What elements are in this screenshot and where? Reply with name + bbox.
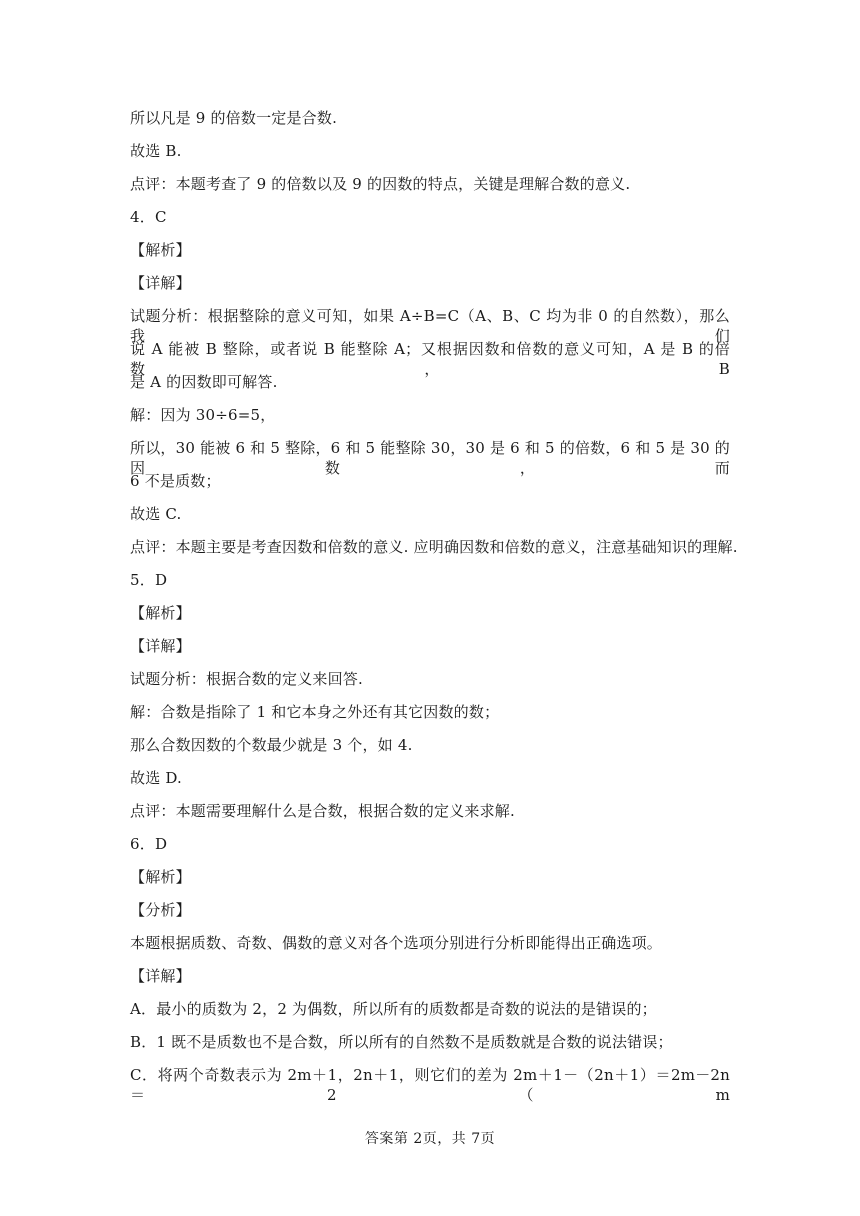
section-heading: 【解析】 (130, 604, 191, 622)
text-line: 所以，30 能被 6 和 5 整除，6 和 5 能整除 30，30 是 6 和 5 的倍数，6 和 5 是 30 的因数，而 (130, 439, 730, 477)
text-line: 故选 B. (130, 142, 182, 160)
text-line: B．1 既不是质数也不是合数，所以所有的自然数不是质数就是合数的说法错误； (130, 1033, 673, 1051)
text-line: 那么合数因数的个数最少就是 3 个，如 4. (130, 736, 413, 754)
text-line: 解：合数是指除了 1 和它本身之外还有其它因数的数； (130, 703, 500, 721)
text-line: 故选 D. (130, 769, 183, 787)
text-line: C．将两个奇数表示为 2m＋1，2n＋1，则它们的差为 2m＋1－（2n＋1）＝2m－2n＝2（m (130, 1066, 730, 1104)
section-heading: 【解析】 (130, 868, 191, 886)
text-line: 是 A 的因数即可解答. (130, 373, 278, 391)
text-line: 所以凡是 9 的倍数一定是合数. (130, 109, 338, 127)
page-footer: 答案第 2页，共 7页 (364, 1131, 496, 1147)
text-line: A．最小的质数为 2，2 为偶数，所以所有的质数都是奇数的说法的是错误的； (130, 1000, 657, 1018)
section-heading: 【详解】 (130, 637, 191, 655)
text-line: 本题根据质数、奇数、偶数的意义对各个选项分别进行分析即能得出正确选项。 (130, 934, 663, 952)
section-heading: 【详解】 (130, 967, 191, 985)
answer-content (130, 108, 738, 1104)
question-number: 6．D (130, 835, 168, 853)
text-line: 解：因为 30÷6=5， (130, 406, 276, 424)
text-line: 试题分析：根据整除的意义可知，如果 A÷B=C（A、B、C 均为非 0 的自然数），那么我们 (130, 307, 730, 345)
text-line: 说 A 能被 B 整除，或者说 B 能整除 A；又根据因数和倍数的意义可知，A 是 B 的倍数，B (130, 340, 730, 378)
section-heading: 【分析】 (130, 901, 191, 919)
text-line: 试题分析：根据合数的定义来回答. (130, 670, 363, 688)
question-number: 4．C (130, 208, 167, 226)
text-line: 点评：本题主要是考查因数和倍数的意义. 应明确因数和倍数的意义，注意基础知识的理解. (130, 538, 738, 556)
question-number: 5．D (130, 571, 168, 589)
text-line: 点评：本题考查了 9 的倍数以及 9 的因数的特点，关键是理解合数的意义. (130, 175, 631, 193)
section-heading: 【解析】 (130, 241, 191, 259)
text-line: 故选 C. (130, 505, 182, 523)
text-line: 6 不是质数； (130, 472, 221, 490)
text-line: 点评：本题需要理解什么是合数，根据合数的定义来求解. (130, 802, 515, 820)
section-heading: 【详解】 (130, 274, 191, 292)
